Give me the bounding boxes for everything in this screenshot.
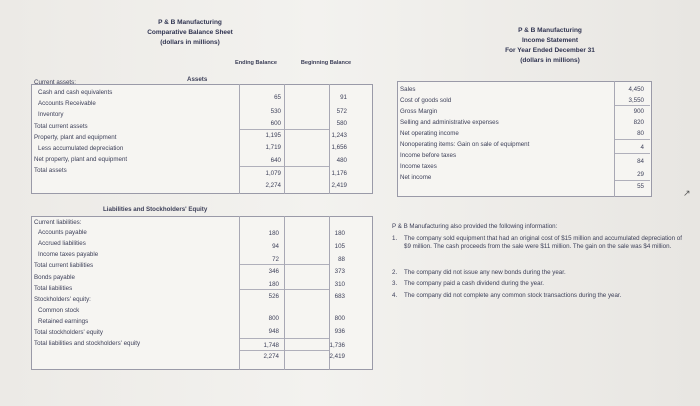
is-value: 900 [633, 108, 644, 115]
bs-title-company: P & B Manufacturing [158, 19, 222, 26]
asset-label: Total assets [34, 167, 67, 174]
liab-ending: 180 [268, 281, 279, 288]
liab-label: Total stockholders' equity [34, 329, 103, 336]
is-label: Cost of goods sold [400, 97, 452, 104]
asset-label: Cash and cash equivalents [38, 89, 113, 96]
is-label: Gross Margin [400, 108, 438, 115]
liab-label: Retained earnings [38, 318, 89, 325]
bs-title-units: (dollars in millions) [160, 39, 220, 46]
asset-beginning: 2,419 [331, 182, 347, 189]
liab-beginning: 800 [334, 315, 345, 322]
asset-label: Net property, plant and equipment [34, 156, 128, 163]
is-label: Net income [400, 174, 432, 181]
liab-label: Total liabilities and stockholders' equity [34, 340, 141, 347]
assets-heading: Assets [187, 76, 208, 83]
asset-ending: 640 [270, 157, 281, 164]
liab-label: Bonds payable [34, 274, 75, 281]
is-label: Income before taxes [400, 152, 457, 159]
liab-ending: 94 [272, 243, 279, 250]
liab-label: Stockholders' equity: [34, 296, 91, 303]
liab-beginning: 2,419 [329, 353, 345, 360]
is-label: Sales [400, 86, 416, 93]
asset-ending: 1,719 [265, 144, 281, 151]
is-value: 820 [633, 119, 644, 126]
is-label: Nonoperating items: Gain on sale of equipment [400, 141, 530, 148]
asset-beginning: 1,176 [331, 170, 347, 177]
notes-intro: P & B Manufacturing also provided the following information: [392, 223, 558, 230]
is-title-statement: Income Statement [522, 37, 578, 44]
is-value: 84 [637, 158, 644, 165]
note-text: The company did not complete any common stock transactions during the year. [404, 292, 622, 299]
asset-beginning: 580 [336, 120, 347, 127]
liab-ending: 948 [268, 328, 279, 335]
liab-beginning: 683 [334, 293, 345, 300]
asset-label: Inventory [38, 111, 64, 118]
bs-col-beginning-header: Beginning Balance [300, 60, 352, 66]
asset-beginning: 572 [336, 108, 347, 115]
liab-label: Total liabilities [34, 285, 73, 292]
asset-ending: 530 [270, 108, 281, 115]
liab-beginning: 88 [338, 256, 345, 263]
liab-beginning: 310 [334, 281, 345, 288]
note-number: 4. [392, 292, 398, 299]
liab-label: Total current liabilities [34, 262, 94, 269]
liab-label: Accrued liabilities [38, 240, 86, 247]
asset-beginning: 91 [340, 94, 347, 101]
liab-label: Common stock [38, 307, 80, 314]
is-value: 29 [637, 171, 644, 178]
is-value: 4,450 [628, 86, 644, 93]
liab-ending: 1,748 [263, 342, 279, 349]
asset-beginning: 1,243 [331, 132, 347, 139]
note-text: The company paid a cash dividend during the year. [404, 280, 544, 287]
note-text: The company sold equipment that had an original cost of $15 million and accumulated depreciation of $9 million. The cash proceeds from the sale were $11 million. The gain on the sale was $4 million. [404, 235, 682, 250]
asset-beginning: 1,656 [331, 144, 347, 151]
asset-ending: 1,195 [265, 132, 281, 139]
note-text: The company did not issue any new bonds during the year. [404, 269, 566, 276]
asset-label: Total current assets [34, 123, 88, 130]
liab-label: Accounts payable [38, 229, 87, 236]
liab-beginning: 373 [334, 268, 345, 275]
note-number: 3. [392, 280, 398, 287]
bs-col-ending-header: Ending Balance [235, 60, 277, 66]
cursor-icon: ↗ [683, 188, 691, 198]
liab-ending: 72 [272, 256, 279, 263]
is-title-units: (dollars in millions) [520, 57, 580, 64]
liab-label: Current liabilities: [34, 219, 82, 226]
note-number: 1. [392, 235, 398, 242]
asset-ending: 600 [270, 120, 281, 127]
is-title-company: P & B Manufacturing [518, 27, 582, 34]
liab-label: Income taxes payable [38, 251, 99, 258]
bs-title-statement: Comparative Balance Sheet [147, 29, 233, 36]
asset-ending: 1,079 [265, 170, 281, 177]
liab-beginning: 1,736 [329, 342, 345, 349]
is-label: Net operating income [400, 130, 459, 137]
asset-beginning: 480 [336, 157, 347, 164]
liab-beginning: 936 [334, 328, 345, 335]
is-label: Selling and administrative expenses [400, 119, 499, 126]
asset-ending: 65 [274, 94, 281, 101]
is-value: 4 [640, 144, 644, 151]
is-value: 55 [637, 183, 644, 190]
asset-label: Accounts Receivable [38, 100, 96, 107]
asset-label: Less accumulated depreciation [38, 145, 124, 152]
liab-ending: 526 [268, 293, 279, 300]
asset-ending: 2,274 [265, 182, 281, 189]
asset-label: Property, plant and equipment [34, 134, 117, 141]
liab-ending: 2,274 [263, 353, 279, 360]
liab-ending: 800 [268, 315, 279, 322]
asset-label: Current assets: [34, 79, 76, 86]
liab-beginning: 180 [334, 230, 345, 237]
is-label: Income taxes [400, 163, 437, 170]
is-value: 3,550 [628, 97, 644, 104]
is-value: 80 [637, 130, 644, 137]
note-number: 2. [392, 269, 398, 276]
liab-beginning: 105 [334, 243, 345, 250]
liab-ending: 180 [268, 230, 279, 237]
is-title-period: For Year Ended December 31 [505, 47, 595, 54]
liabilities-heading: Liabilities and Stockholders' Equity [103, 206, 208, 213]
liab-ending: 346 [268, 268, 279, 275]
